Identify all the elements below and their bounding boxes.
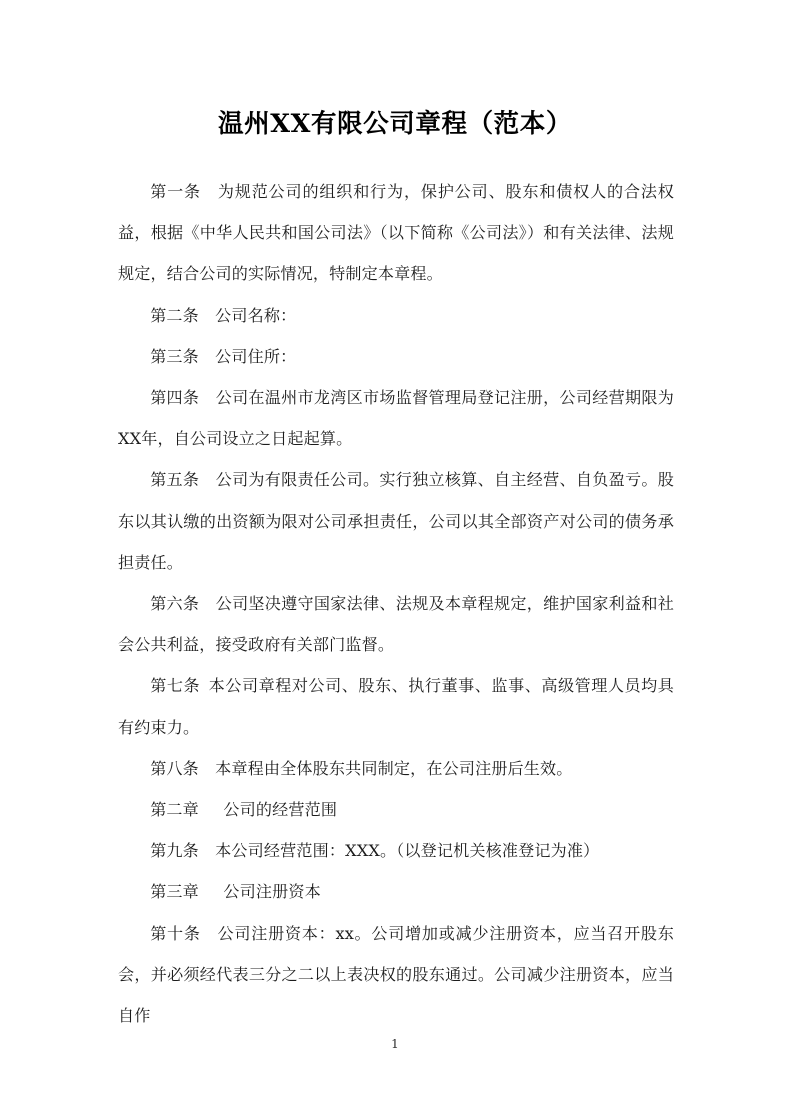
- article-7-label: 第七条: [150, 676, 201, 696]
- article-6-text: 公司坚决遵守国家法律、法规及本章程规定，维护国家利益和社会公共利益，接受政府有关部门监督。: [118, 594, 674, 655]
- page-number: 1: [391, 1037, 399, 1051]
- document-body: [118, 171, 674, 1036]
- article-8: [118, 748, 674, 789]
- article-2-label: 第二条: [150, 305, 199, 325]
- article-7: [118, 665, 674, 747]
- article-3: [118, 336, 674, 377]
- chapter-3-text: 公司注册资本: [223, 882, 321, 902]
- article-8-label: 第八条: [150, 758, 199, 778]
- chapter-2: [118, 789, 674, 830]
- article-7-text: 本公司章程对公司、股东、执行董事、监事、高级管理人员均具有约束力。: [118, 676, 675, 737]
- article-6: [118, 583, 674, 665]
- article-2-text: 公司名称：: [215, 305, 297, 325]
- article-10: [118, 913, 674, 1037]
- article-2: [118, 295, 674, 336]
- article-1-label: 第一条: [150, 182, 201, 201]
- chapter-3-label: 第三章: [150, 882, 199, 902]
- article-9-label: 第九条: [150, 841, 199, 861]
- article-10-label: 第十条: [150, 923, 201, 943]
- chapter-2-label: 第二章: [150, 800, 199, 820]
- article-3-label: 第三条: [150, 346, 199, 366]
- article-1-text: 为规范公司的组织和行为，保护公司、股东和债权人的合法权益，根据《中华人民共和国公司法》（以下简称《公司法》）和有关法律、法规规定，结合公司的实际情况，特制定本章程。: [118, 182, 674, 284]
- article-4-label: 第四条: [150, 388, 200, 408]
- article-4-text: 公司在温州市龙湾区市场监督管理局登记注册，公司经营期限为XX年，自公司设立之日起起算。: [118, 388, 674, 449]
- article-1: [118, 171, 674, 295]
- chapter-2-text: 公司的经营范围: [223, 800, 338, 820]
- article-8-text: 本章程由全体股东共同制定，在公司注册后生效。: [215, 758, 573, 778]
- article-9: [118, 830, 674, 871]
- article-9-text: 本公司经营范围：XXX。（以登记机关核准登记为准）: [215, 841, 600, 861]
- article-10-text: 公司注册资本：xx。公司增加或减少注册资本，应当召开股东会，并必须经代表三分之二以上表决权的股东通过。公司减少注册资本，应当自作: [118, 923, 675, 1026]
- page-title: 温州XX有限公司章程（范本）: [218, 109, 572, 139]
- article-5-label: 第五条: [150, 470, 200, 490]
- article-3-text: 公司住所：: [215, 346, 297, 366]
- article-5-text: 公司为有限责任公司。实行独立核算、自主经营、自负盈亏。股东以其认缴的出资额为限对公司承担责任，公司以其全部资产对公司的债务承担责任。: [118, 470, 674, 572]
- article-6-label: 第六条: [150, 594, 200, 614]
- chapter-3: [118, 871, 674, 912]
- article-5: [118, 459, 674, 583]
- article-4: [118, 377, 674, 459]
